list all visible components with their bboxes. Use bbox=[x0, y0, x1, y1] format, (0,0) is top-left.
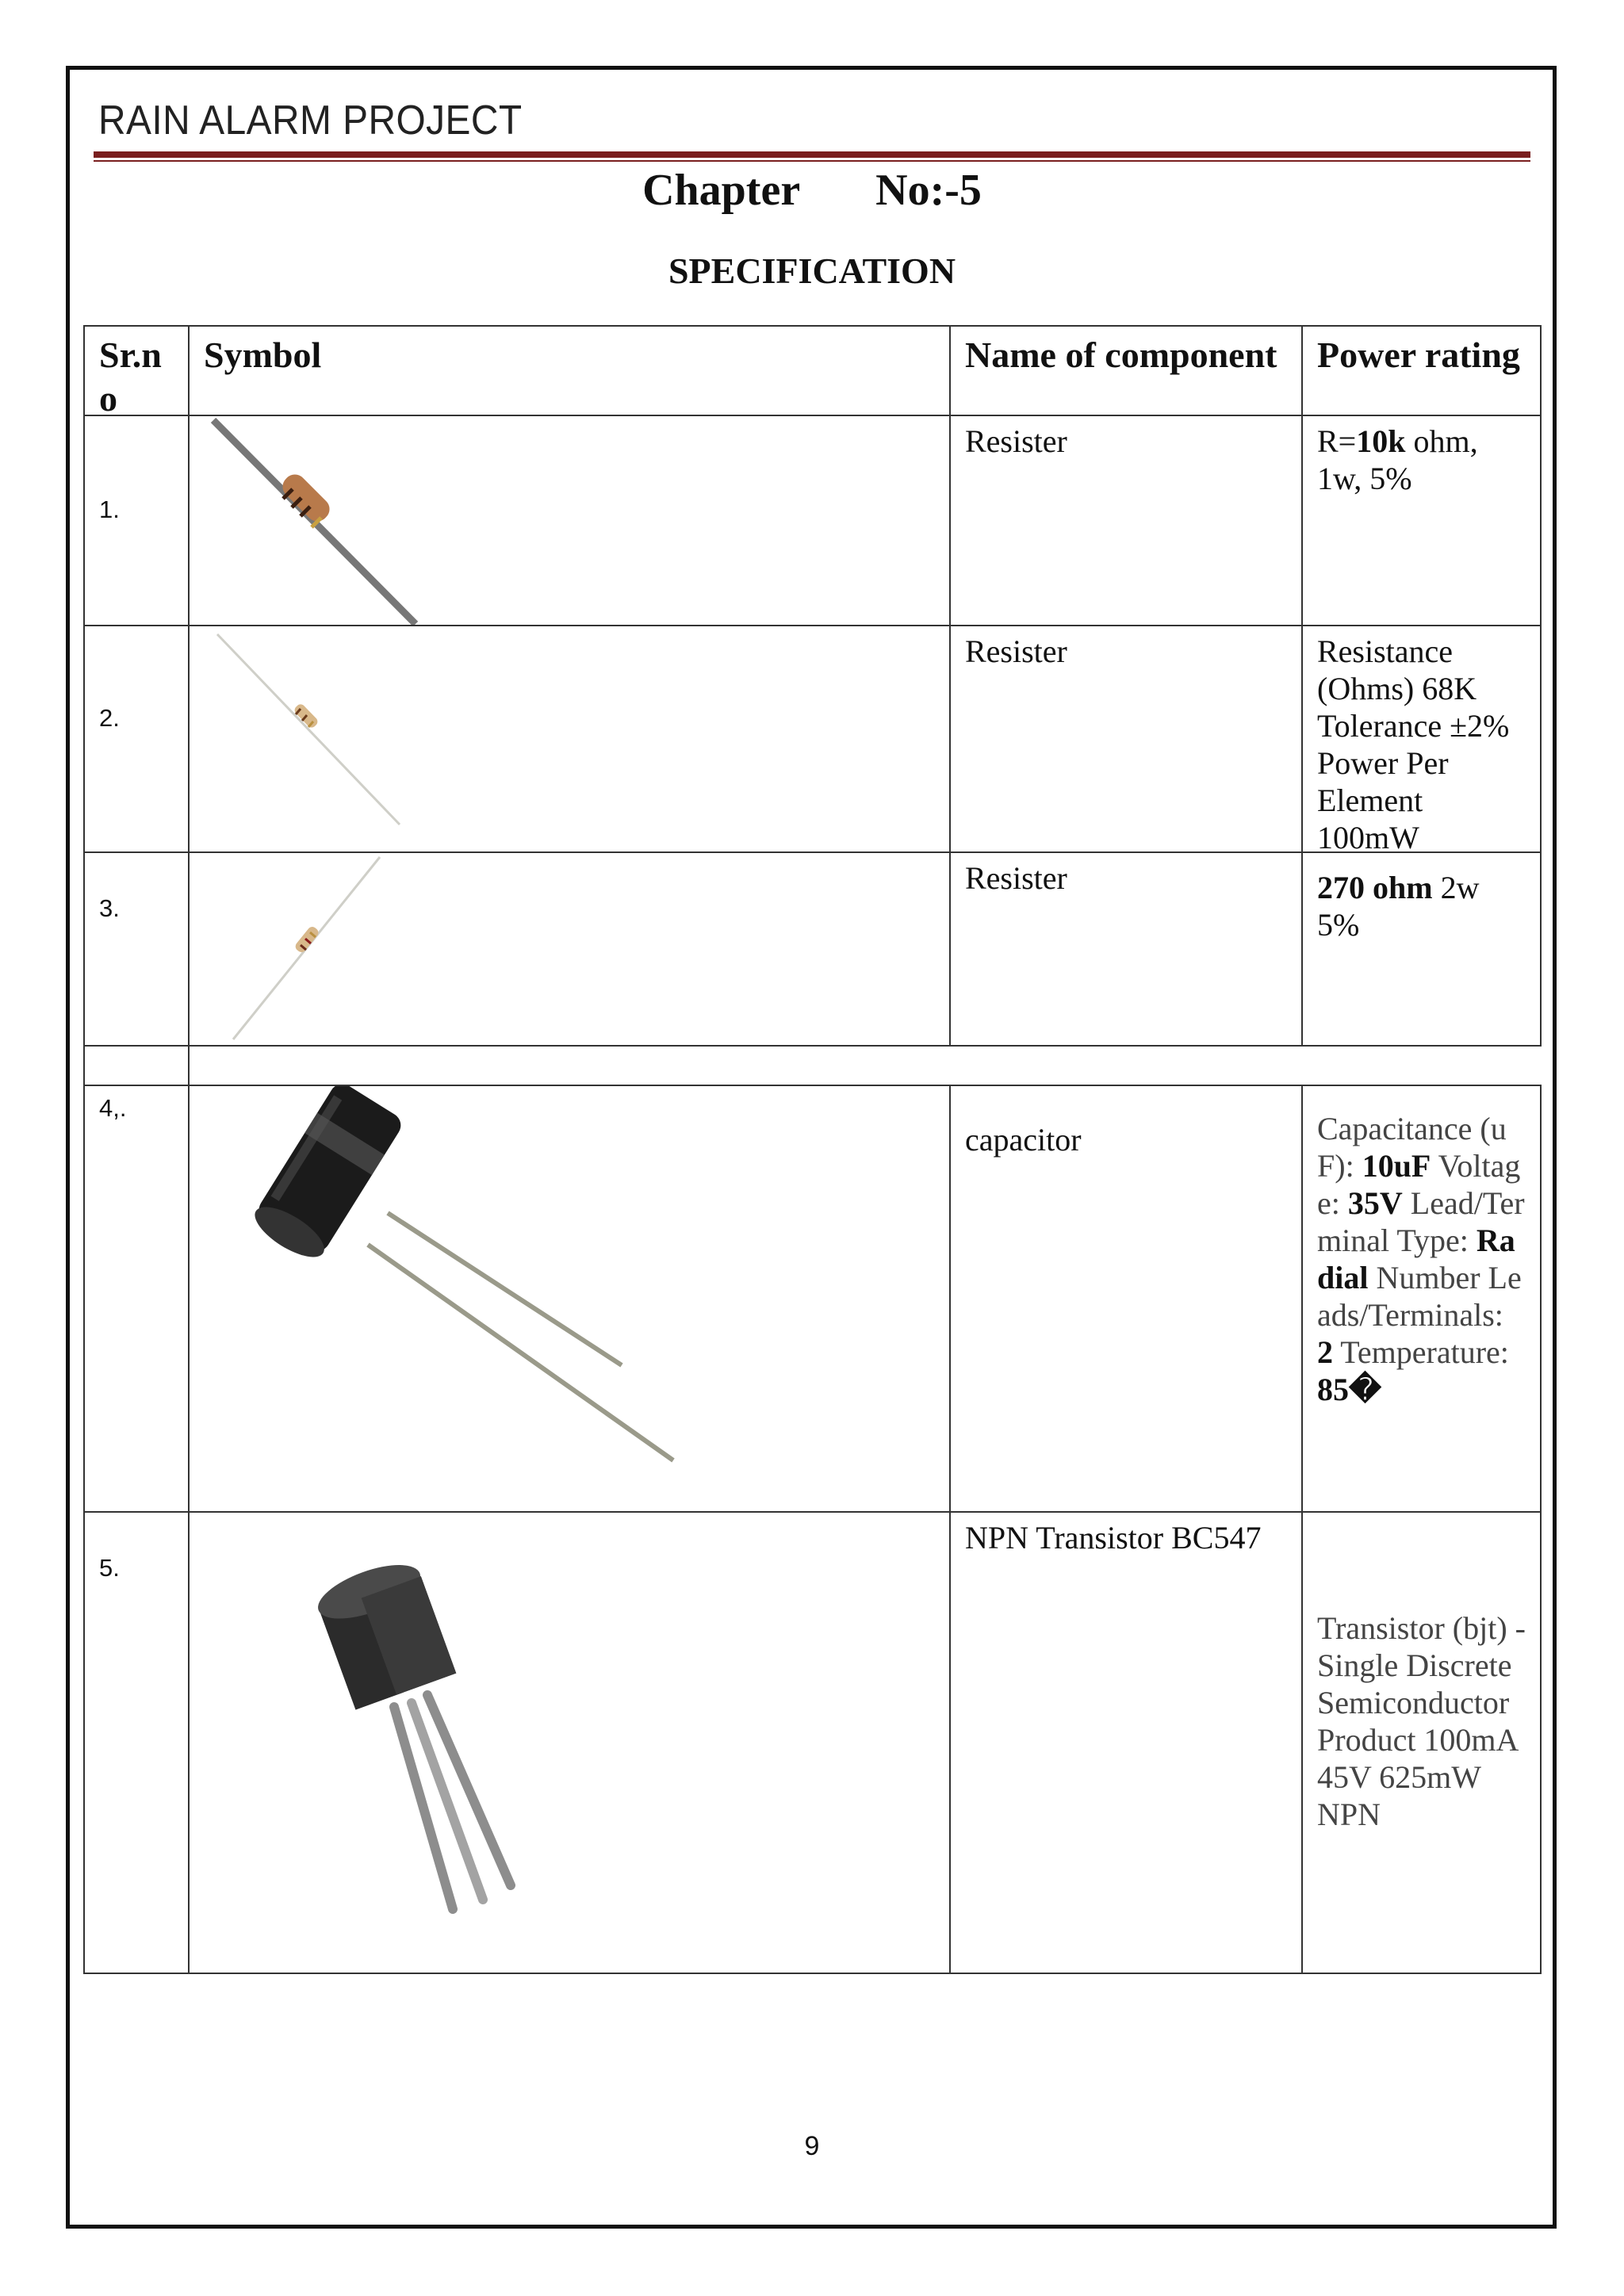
row1-sr-cell bbox=[83, 415, 190, 626]
transistor-image bbox=[190, 1513, 634, 1973]
row5-name: NPN Transistor BC547 bbox=[949, 1511, 1303, 1974]
row4-power-text2: Voltage: bbox=[1317, 1148, 1521, 1221]
row4-sr-cell bbox=[83, 1085, 190, 1513]
header-rule bbox=[94, 151, 1530, 158]
row5-sr: 5. bbox=[99, 1554, 120, 1582]
resistor-10k-image bbox=[190, 416, 427, 626]
spacer-sr-cell bbox=[83, 1045, 190, 1086]
row4-symbol-cell bbox=[188, 1085, 951, 1513]
row5-symbol-cell bbox=[188, 1511, 951, 1974]
row3-power-text: 2w 5% bbox=[1317, 870, 1480, 943]
row1-power-bold: 10k bbox=[1356, 423, 1406, 459]
row3-power-bold: 270 ohm bbox=[1317, 870, 1433, 905]
section-title: SPECIFICATION bbox=[668, 251, 956, 291]
row3-power bbox=[1301, 851, 1542, 1047]
row5-power: Transistor (bjt) - Single Discrete Semiconductor Product 100mA 45V 625mW NPN bbox=[1301, 1511, 1542, 1974]
header-name: Name of component bbox=[949, 325, 1303, 416]
row4-power-bold1: 10uF bbox=[1362, 1148, 1431, 1184]
row1-symbol-cell bbox=[188, 415, 951, 626]
row4-power-text1: Capacitance (uF): bbox=[1317, 1111, 1507, 1184]
row3-sr: 3. bbox=[99, 894, 120, 922]
row4-power-text4: Number Leads/Terminals: bbox=[1317, 1260, 1522, 1333]
row2-name: Resister bbox=[949, 625, 1303, 853]
header-srno: Sr.no bbox=[83, 325, 190, 416]
row2-symbol-cell bbox=[188, 625, 951, 853]
row4-power-bold5: 85� bbox=[1317, 1372, 1382, 1407]
row4-sr: 4,. bbox=[99, 1094, 127, 1122]
header-rule-thin bbox=[94, 160, 1530, 162]
row1-sr: 1. bbox=[99, 496, 120, 523]
row3-symbol-cell bbox=[188, 851, 951, 1047]
resistor-270-image bbox=[190, 853, 427, 1047]
row4-power-bold2: 35V bbox=[1347, 1185, 1403, 1221]
row1-power-text: R= bbox=[1317, 423, 1357, 459]
row4-power-text3: Lead/Terminal Type: bbox=[1317, 1185, 1525, 1258]
page-number: 9 bbox=[804, 2131, 820, 2161]
row2-sr-cell bbox=[83, 625, 190, 853]
row2-sr: 2. bbox=[99, 704, 120, 732]
row4-power-text5: Temperature: bbox=[1333, 1334, 1509, 1370]
header-symbol: Symbol bbox=[188, 325, 951, 416]
document-header-title: RAIN ALARM PROJECT bbox=[98, 98, 523, 144]
header-power: Power rating bbox=[1301, 325, 1542, 416]
resistor-68k-image bbox=[190, 626, 427, 852]
row1-power bbox=[1301, 415, 1542, 626]
row4-power bbox=[1301, 1085, 1542, 1513]
row2-power: Resistance (Ohms) 68K Tolerance ±2% Power Per Element 100mW bbox=[1301, 625, 1542, 853]
spacer-cell bbox=[188, 1045, 1542, 1086]
capacitor-image bbox=[190, 1086, 697, 1511]
row4-power-bold4: 2 bbox=[1317, 1334, 1333, 1370]
row1-name: Resister bbox=[949, 415, 1303, 626]
row4-name: capacitor bbox=[949, 1085, 1303, 1513]
row1-power-text2: ohm, 1w, 5% bbox=[1317, 423, 1478, 496]
row4-power-bold3: Radial bbox=[1317, 1223, 1515, 1295]
row5-sr-cell bbox=[83, 1511, 190, 1974]
row3-name: Resister bbox=[949, 851, 1303, 1047]
chapter-title: Chapter No:-5 bbox=[642, 166, 982, 215]
row3-sr-cell bbox=[83, 851, 190, 1047]
